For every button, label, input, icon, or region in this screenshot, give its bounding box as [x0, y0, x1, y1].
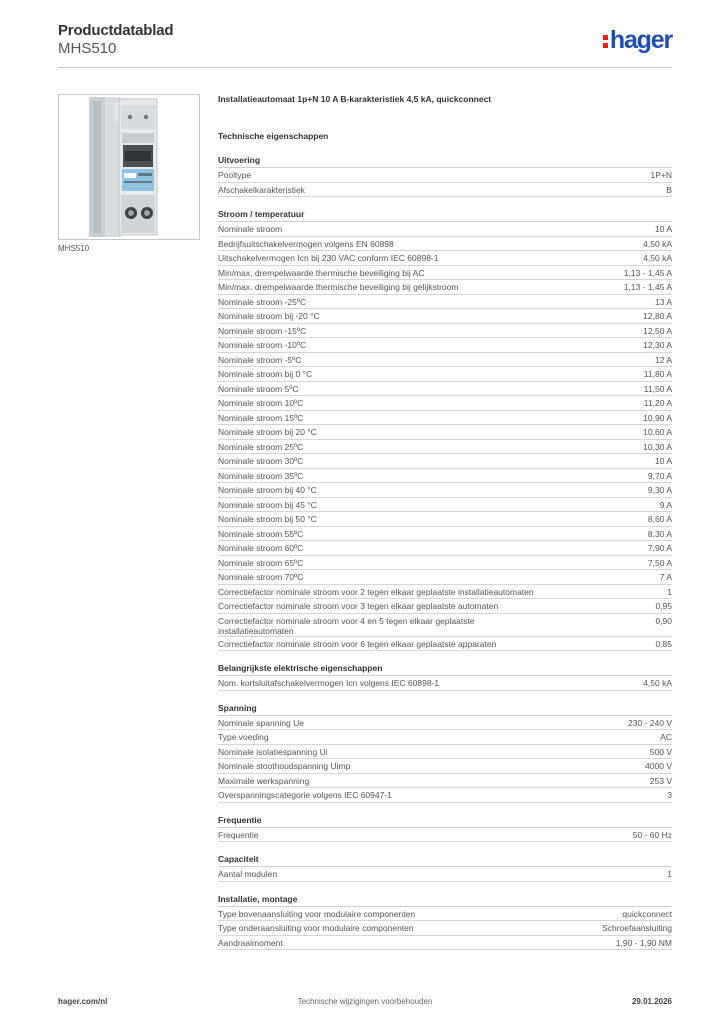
spec-row: [218, 222, 672, 237]
spec-label: Nominale stroom -25ºC: [218, 296, 307, 307]
spec-value: 1P+N: [650, 170, 672, 180]
spec-label: Nominale stroom 70ºC: [218, 572, 304, 582]
spec-row: [218, 716, 672, 731]
spec-row: [218, 759, 672, 774]
hager-logo: [603, 26, 672, 55]
spec-label: Nominale stroom bij 40 °C: [218, 485, 317, 495]
spec-row: [218, 907, 672, 922]
spec-row: [218, 828, 672, 843]
spec-value: 4000 V: [645, 761, 672, 771]
spec-value: 11,50 A: [643, 383, 672, 394]
spec-row: [218, 338, 672, 353]
spec-value: 1: [667, 869, 672, 879]
spec-row: [218, 168, 672, 183]
spec-row: [218, 541, 672, 556]
spec-label: Nominale stroom -15ºC: [218, 325, 307, 336]
spec-row: [218, 382, 672, 397]
spec-label: Overspanningscategorie volgens IEC 60947-1: [218, 790, 392, 800]
spec-row: [218, 867, 672, 882]
spec-row: [218, 483, 672, 498]
spec-label: Nominale stroom 65ºC: [218, 557, 304, 568]
spec-row: [218, 280, 672, 295]
spec-value: 253 V: [649, 775, 672, 786]
spec-value: 13 A: [654, 296, 672, 307]
spec-value: 12,50 A: [643, 325, 672, 336]
spec-row: [218, 324, 672, 339]
spec-row: [218, 237, 672, 252]
spec-label: Type voeding: [218, 732, 269, 742]
logo-dots-icon: [603, 35, 608, 51]
footer-disclaimer: Technische wijzigingen voorbehouden: [297, 997, 433, 1006]
spec-row: [218, 570, 672, 585]
spec-row: [218, 469, 672, 484]
spec-row: [218, 295, 672, 310]
spec-section: [218, 663, 672, 691]
spec-label: Nominale spanning Ue: [218, 717, 304, 728]
spec-label: Type bovenaansluiting voor modulaire componenten: [218, 908, 416, 919]
spec-row: [218, 527, 672, 542]
spec-section: [218, 155, 672, 197]
spec-label: Nominale stroom bij 50 °C: [218, 514, 317, 524]
spec-value: 8,30 A: [647, 528, 672, 539]
spec-value: 9,70 A: [647, 470, 672, 481]
spec-row: [218, 556, 672, 571]
spec-label: Nominale stroom 25ºC: [218, 441, 304, 452]
spec-row: [218, 936, 672, 951]
spec-value: 4,50 kA: [643, 253, 672, 263]
spec-value: 7,90 A: [647, 543, 672, 553]
spec-label: Nominale stroom bij 45 °C: [218, 499, 317, 510]
spec-value: 0,95: [655, 601, 672, 611]
section-heading: Installatie, montage: [218, 894, 672, 907]
spec-label: Correctiefactor nominale stroom voor 4 en 5 tegen elkaar geplaatste installatieautomaten: [218, 615, 475, 636]
spec-row: [218, 266, 672, 281]
spec-value: 4,50 kA: [643, 678, 672, 688]
spec-label: Nominale stroom 5ºC: [218, 383, 299, 394]
spec-value: 12 A: [654, 354, 672, 365]
spec-value: 1,90 - 1,90 NM: [615, 937, 672, 948]
spec-label: Nominale stroom 30ºC: [218, 456, 304, 466]
spec-label: Nominale stroom bij 20 °C: [218, 427, 317, 437]
spec-row: [218, 183, 672, 198]
spec-label: Correctiefactor nominale stroom voor 6 tegen elkaar geplaatste apparaten: [218, 638, 497, 649]
spec-value: Schroefaansluiting: [602, 923, 672, 933]
spec-label: Nominale stroom 15ºC: [218, 412, 304, 423]
spec-value: 10,90 A: [643, 412, 672, 423]
spec-value: 12,80 A: [643, 311, 672, 321]
spec-label: Uitschakelvermogen Icn bij 230 VAC conform IEC 60898-1: [218, 253, 439, 263]
section-heading: Capaciteit: [218, 854, 672, 867]
spec-row: [218, 774, 672, 789]
spec-row: [218, 251, 672, 266]
product-code: MHS510: [58, 40, 117, 57]
spec-value: 10,30 A: [643, 441, 672, 452]
spec-value: 11,80 A: [643, 369, 672, 379]
spec-value: 10,60 A: [643, 427, 672, 437]
spec-row: [218, 353, 672, 368]
spec-label: Pooltype: [218, 170, 252, 180]
spec-row: [218, 309, 672, 324]
spec-label: Nominale stroom bij 0 °C: [218, 369, 313, 379]
spec-row: [218, 396, 672, 411]
main-content: [218, 94, 672, 950]
spec-value: AC: [660, 732, 672, 742]
spec-row: [218, 512, 672, 527]
page-header: [58, 22, 672, 68]
spec-section: [218, 703, 672, 803]
spec-section: [218, 894, 672, 951]
spec-row: [218, 921, 672, 936]
spec-row: [218, 411, 672, 426]
spec-row: [218, 585, 672, 600]
spec-label: Aantal modulen: [218, 869, 278, 879]
spec-value: 11,20 A: [643, 398, 672, 408]
spec-label: Afschakelkarakteristiek: [218, 184, 305, 195]
spec-value: 0,90: [655, 615, 672, 626]
logo-text: hager: [609, 26, 672, 54]
spec-value: 1,13 - 1,45 A: [623, 282, 672, 292]
spec-label: Nominale stoothoudspanning Uimp: [218, 761, 351, 771]
spec-value: 8,60 A: [647, 514, 672, 524]
spec-value: 50 - 60 Hz: [632, 829, 672, 840]
spec-row: [218, 425, 672, 440]
section-heading: Frequentie: [218, 815, 672, 828]
page-title: Productdatablad: [58, 22, 174, 39]
spec-row: [218, 367, 672, 382]
footer-date: 29.01.2026: [631, 997, 672, 1006]
spec-row: [218, 454, 672, 469]
spec-label: Nominale stroom -10ºC: [218, 340, 307, 350]
spec-row: [218, 599, 672, 614]
spec-label: Type onderaansluiting voor modulaire componenten: [218, 923, 414, 933]
spec-value: quickconnect: [622, 908, 672, 919]
photo-caption: MHS510: [58, 244, 90, 253]
spec-label: Frequentie: [218, 829, 259, 840]
spec-label: Aandraaimoment: [218, 937, 283, 948]
product-description: Installatieautomaat 1p+N 10 A B-karakteristiek 4,5 kA, quickconnect: [218, 94, 492, 104]
spec-value: 0,85: [655, 638, 672, 649]
spec-label: Correctiefactor nominale stroom voor 2 tegen elkaar geplaatste installatieautomaten: [218, 586, 534, 597]
spec-label: Nominale stroom: [218, 224, 283, 234]
spec-label: Nominale stroom 55ºC: [218, 528, 304, 539]
spec-value: 500 V: [649, 746, 672, 757]
spec-row: [218, 440, 672, 455]
spec-label: Nominale stroom bij -20 °C: [218, 311, 320, 321]
spec-value: B: [666, 184, 672, 195]
spec-label: Nominale stroom 60ºC: [218, 543, 304, 553]
section-heading: Belangrijkste elektrische eigenschappen: [218, 663, 672, 676]
spec-label: Nominale stroom 10ºC: [218, 398, 304, 408]
spec-label: Min/max. drempelwaarde thermische beveiliging bij AC: [218, 267, 425, 278]
spec-section: [218, 854, 672, 882]
footer-website: hager.com/nl: [58, 997, 108, 1006]
spec-row: [218, 730, 672, 745]
tech-heading: Technische eigenschappen: [218, 131, 329, 141]
spec-value: 1,13 - 1,45 A: [623, 267, 672, 278]
spec-row: [218, 788, 672, 803]
spec-label: Nom. kortsluitafschakelvermogen Icn volgens IEC 60898-1: [218, 678, 440, 688]
section-heading: Spanning: [218, 703, 672, 716]
section-heading: Stroom / temperatuur: [218, 209, 672, 222]
spec-label: Bedrijfsuitschakelvermogen volgens EN 60898: [218, 238, 394, 249]
spec-row: [218, 676, 672, 691]
spec-value: 4,50 kA: [643, 238, 672, 249]
spec-row: [218, 614, 672, 637]
spec-value: 12,30 A: [643, 340, 672, 350]
spec-label: Maximale werkspanning: [218, 775, 310, 786]
spec-value: 7 A: [659, 572, 672, 582]
spec-value: 230 - 240 V: [628, 717, 672, 728]
circuit-breaker-image: [59, 95, 199, 239]
spec-value: 3: [667, 790, 672, 800]
spec-row: [218, 745, 672, 760]
spec-value: 1: [667, 586, 672, 597]
spec-row: [218, 637, 672, 652]
spec-value: 10 A: [654, 456, 672, 466]
spec-section: [218, 209, 672, 651]
section-heading: Uitvoering: [218, 155, 672, 168]
spec-row: [218, 498, 672, 513]
spec-value: 7,50 A: [647, 557, 672, 568]
spec-label: Correctiefactor nominale stroom voor 3 tegen elkaar geplaatste automaten: [218, 601, 499, 611]
spec-label: Nominale isolatiespanning Ui: [218, 746, 328, 757]
spec-sections: [218, 155, 672, 950]
spec-label: Nominale stroom 35ºC: [218, 470, 304, 481]
spec-value: 10 A: [654, 224, 672, 234]
spec-value: 9 A: [659, 499, 672, 510]
product-photo: [58, 94, 200, 240]
spec-section: [218, 815, 672, 843]
spec-label: Nominale stroom -5ºC: [218, 354, 302, 365]
spec-label: Min/max. drempelwaarde thermische beveiliging bij gelijkstroom: [218, 282, 459, 292]
spec-value: 9,30 A: [647, 485, 672, 495]
